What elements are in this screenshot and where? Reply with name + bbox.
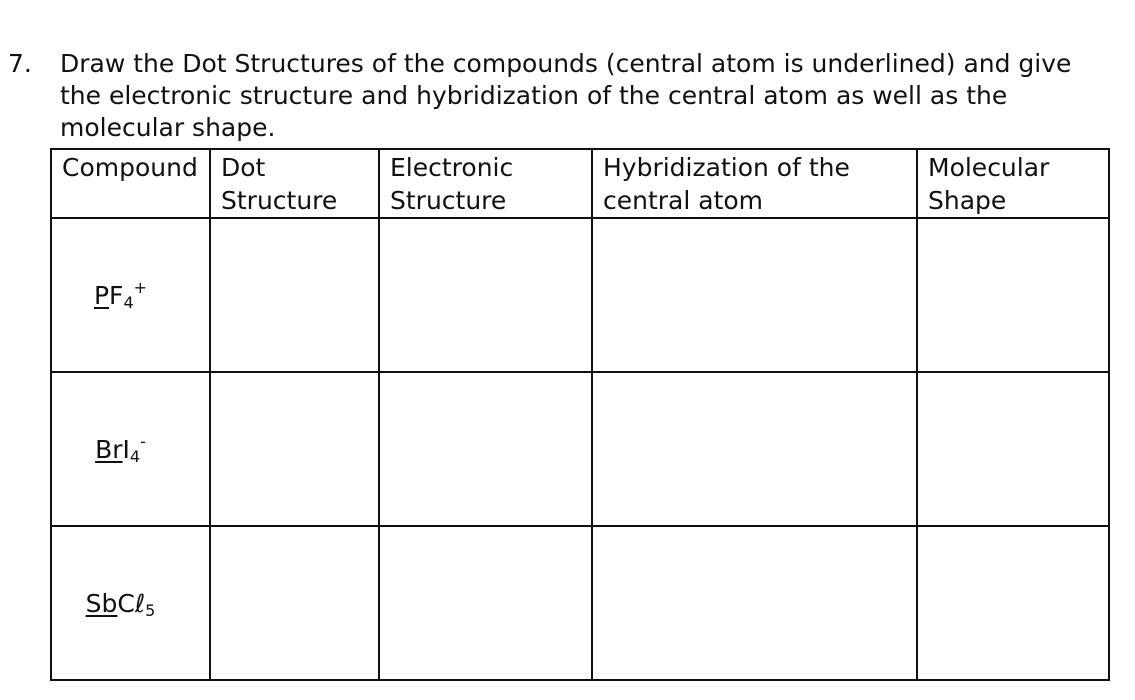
table-row: [51, 372, 1109, 526]
ligand-atom: Cℓ: [117, 589, 146, 618]
electronic-structure-answer-cell[interactable]: [379, 372, 592, 526]
dot-structure-answer-cell[interactable]: [210, 218, 379, 372]
compound-cell: [51, 372, 210, 526]
compound-cell: [51, 526, 210, 680]
ligand-atom: I: [122, 435, 130, 464]
atom-count: 4: [123, 293, 134, 312]
ion-charge: -: [140, 432, 146, 451]
dot-structure-answer-cell[interactable]: [210, 526, 379, 680]
atom-count: 4: [129, 447, 141, 466]
header-dot-structure: Dot Structure: [210, 149, 379, 218]
electronic-structure-answer-cell[interactable]: [379, 218, 592, 372]
question-text: Draw the Dot Structures of the compounds (central atom is underlined) and give the electronic structure and hybridization of the central atom as well as the molecular shape.: [60, 49, 1072, 142]
hybridization-answer-cell[interactable]: [592, 218, 917, 372]
electronic-structure-answer-cell[interactable]: [379, 526, 592, 680]
central-atom: P: [93, 281, 110, 310]
answer-table: [50, 148, 1110, 681]
ion-charge: +: [133, 278, 148, 297]
compound-formula: [95, 432, 146, 466]
header-electronic-structure: Electronic Structure: [379, 149, 592, 218]
compound-cell: [51, 218, 210, 372]
table-row: [51, 218, 1109, 372]
dot-structure-answer-cell[interactable]: [210, 372, 379, 526]
central-atom: Sb: [85, 589, 118, 618]
molecular-shape-answer-cell[interactable]: [917, 218, 1109, 372]
central-atom: Br: [95, 435, 123, 464]
atom-count: 5: [145, 601, 156, 620]
hybridization-answer-cell[interactable]: [592, 372, 917, 526]
header-hybridization: Hybridization of the central atom: [592, 149, 917, 218]
header-row: [51, 149, 1109, 218]
question-number: 7.: [8, 49, 32, 78]
table-row: [51, 526, 1109, 680]
header-compound: Compound: [51, 149, 210, 218]
molecular-shape-answer-cell[interactable]: [917, 372, 1109, 526]
molecular-shape-answer-cell[interactable]: [917, 526, 1109, 680]
compound-formula: [94, 278, 147, 312]
hybridization-answer-cell[interactable]: [592, 526, 917, 680]
compound-formula: [86, 586, 156, 620]
ligand-atom: F: [109, 281, 124, 310]
header-molecular-shape: Molecular Shape: [917, 149, 1109, 218]
